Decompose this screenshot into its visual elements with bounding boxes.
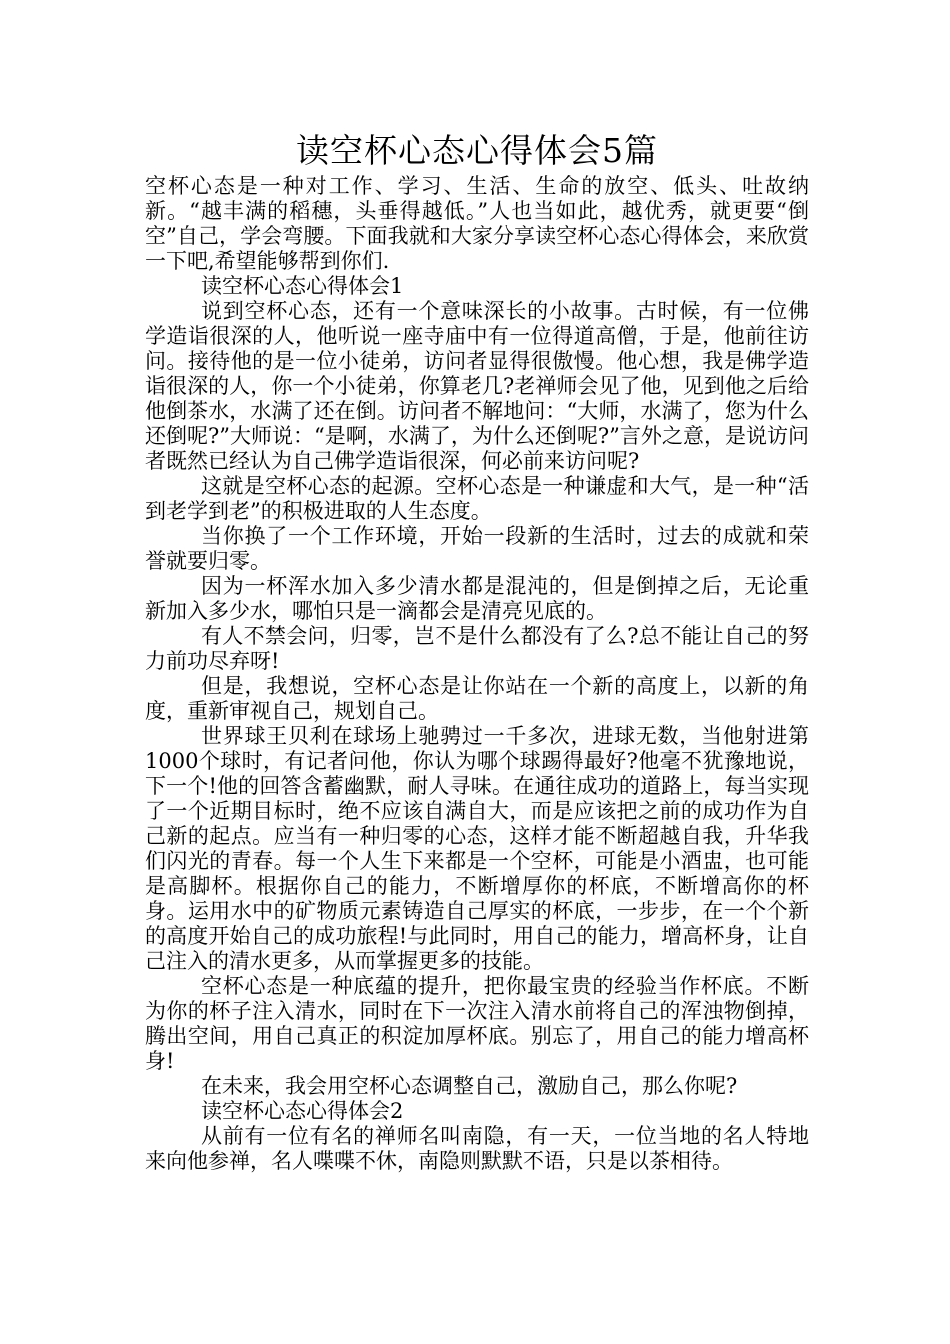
- document-page: [145, 128, 809, 1174]
- section-1-paragraph: 说到空杯心态，还有一个意味深长的小故事。古时候，有一位佛学造诣很深的人，他听说一座寺庙中有一位得道高僧，于是，他前往访问。接待他的是一位小徒弟，访问者显得很傲慢。他心想，我是佛学造诣很深的人，你一个小徒弟，你算老几?老禅师会见了他，见到他之后给他倒茶水，水满了还在倒。访问者不解地问：“大师，水满了，您为什么还倒呢?”大师说：“是啊，水满了，为什么还倒呢?”言外之意，是说访问者既然已经认为自己佛学造诣很深，何必前来访问呢?: [145, 299, 809, 473]
- section-1-paragraph: 有人不禁会问，归零，岂不是什么都没有了么?总不能让自己的努力前功尽弃呀!: [145, 624, 809, 673]
- section-1-paragraph: 当你换了一个工作环境，开始一段新的生活时，过去的成就和荣誉就要归零。: [145, 524, 809, 573]
- section-1-paragraph: 因为一杯浑水加入多少清水都是混沌的，但是倒掉之后，无论重新加入多少水，哪怕只是一滴都会是清亮见底的。: [145, 574, 809, 623]
- section-1-paragraph: 世界球王贝利在球场上驰骋过一千多次，进球无数，当他射进第1000个球时，有记者问他，你认为哪个球踢得最好?他毫不犹豫地说，下一个!他的回答含蓄幽默，耐人寻味。在通往成功的道路上，每当实现了一个近期目标时，绝不应该自满自大，而是应该把之前的成功作为自己新的起点。应当有一种归零的心态，这样才能不断超越自我，升华我们闪光的青春。每一个人生下来都是一个空杯，可能是小酒盅，也可能是高脚杯。根据你自己的能力，不断增厚你的杯底，不断增高你的杯身。运用水中的矿物质元素铸造自己厚实的杯底，一步步，在一个个新的高度开始自己的成功旅程!与此同时，用自己的能力，增高杯身，让自己注入的清水更多，从而掌握更多的技能。: [145, 724, 809, 973]
- intro-paragraph: 空杯心态是一种对工作、学习、生活、生命的放空、低头、吐故纳新。“越丰满的稻穗，头垂得越低。”人也当如此，越优秀，就更要“倒空”自己，学会弯腰。下面我就和大家分享读空杯心态心得体会，来欣赏一下吧,希望能够帮到你们.: [145, 174, 809, 273]
- section-2-paragraph: 从前有一位有名的禅师名叫南隐，有一天，一位当地的名人特地来向他参禅，名人喋喋不休，南隐则默默不语，只是以茶相待。: [145, 1124, 809, 1173]
- section-1-paragraph: 但是，我想说，空杯心态是让你站在一个新的高度上，以新的角度，重新审视自己，规划自己。: [145, 674, 809, 723]
- document-title: 读空杯心态心得体会5篇: [296, 131, 658, 170]
- section-2-heading: 读空杯心态心得体会2: [201, 1099, 404, 1123]
- section-1-paragraph: 这就是空杯心态的起源。空杯心态是一种谦虚和大气，是一种“活到老学到老”的积极进取的人生态度。: [145, 474, 809, 523]
- section-1-heading: 读空杯心态心得体会1: [201, 274, 404, 298]
- section-1-paragraph: 在未来，我会用空杯心态调整自己，激励自己，那么你呢?: [201, 1074, 738, 1098]
- section-1-paragraph: 空杯心态是一种底蕴的提升，把你最宝贵的经验当作杯底。不断为你的杯子注入清水，同时在下一次注入清水前将自己的浑浊物倒掉，腾出空间，用自己真正的积淀加厚杯底。别忘了，用自己的能力增高杯身!: [145, 974, 809, 1073]
